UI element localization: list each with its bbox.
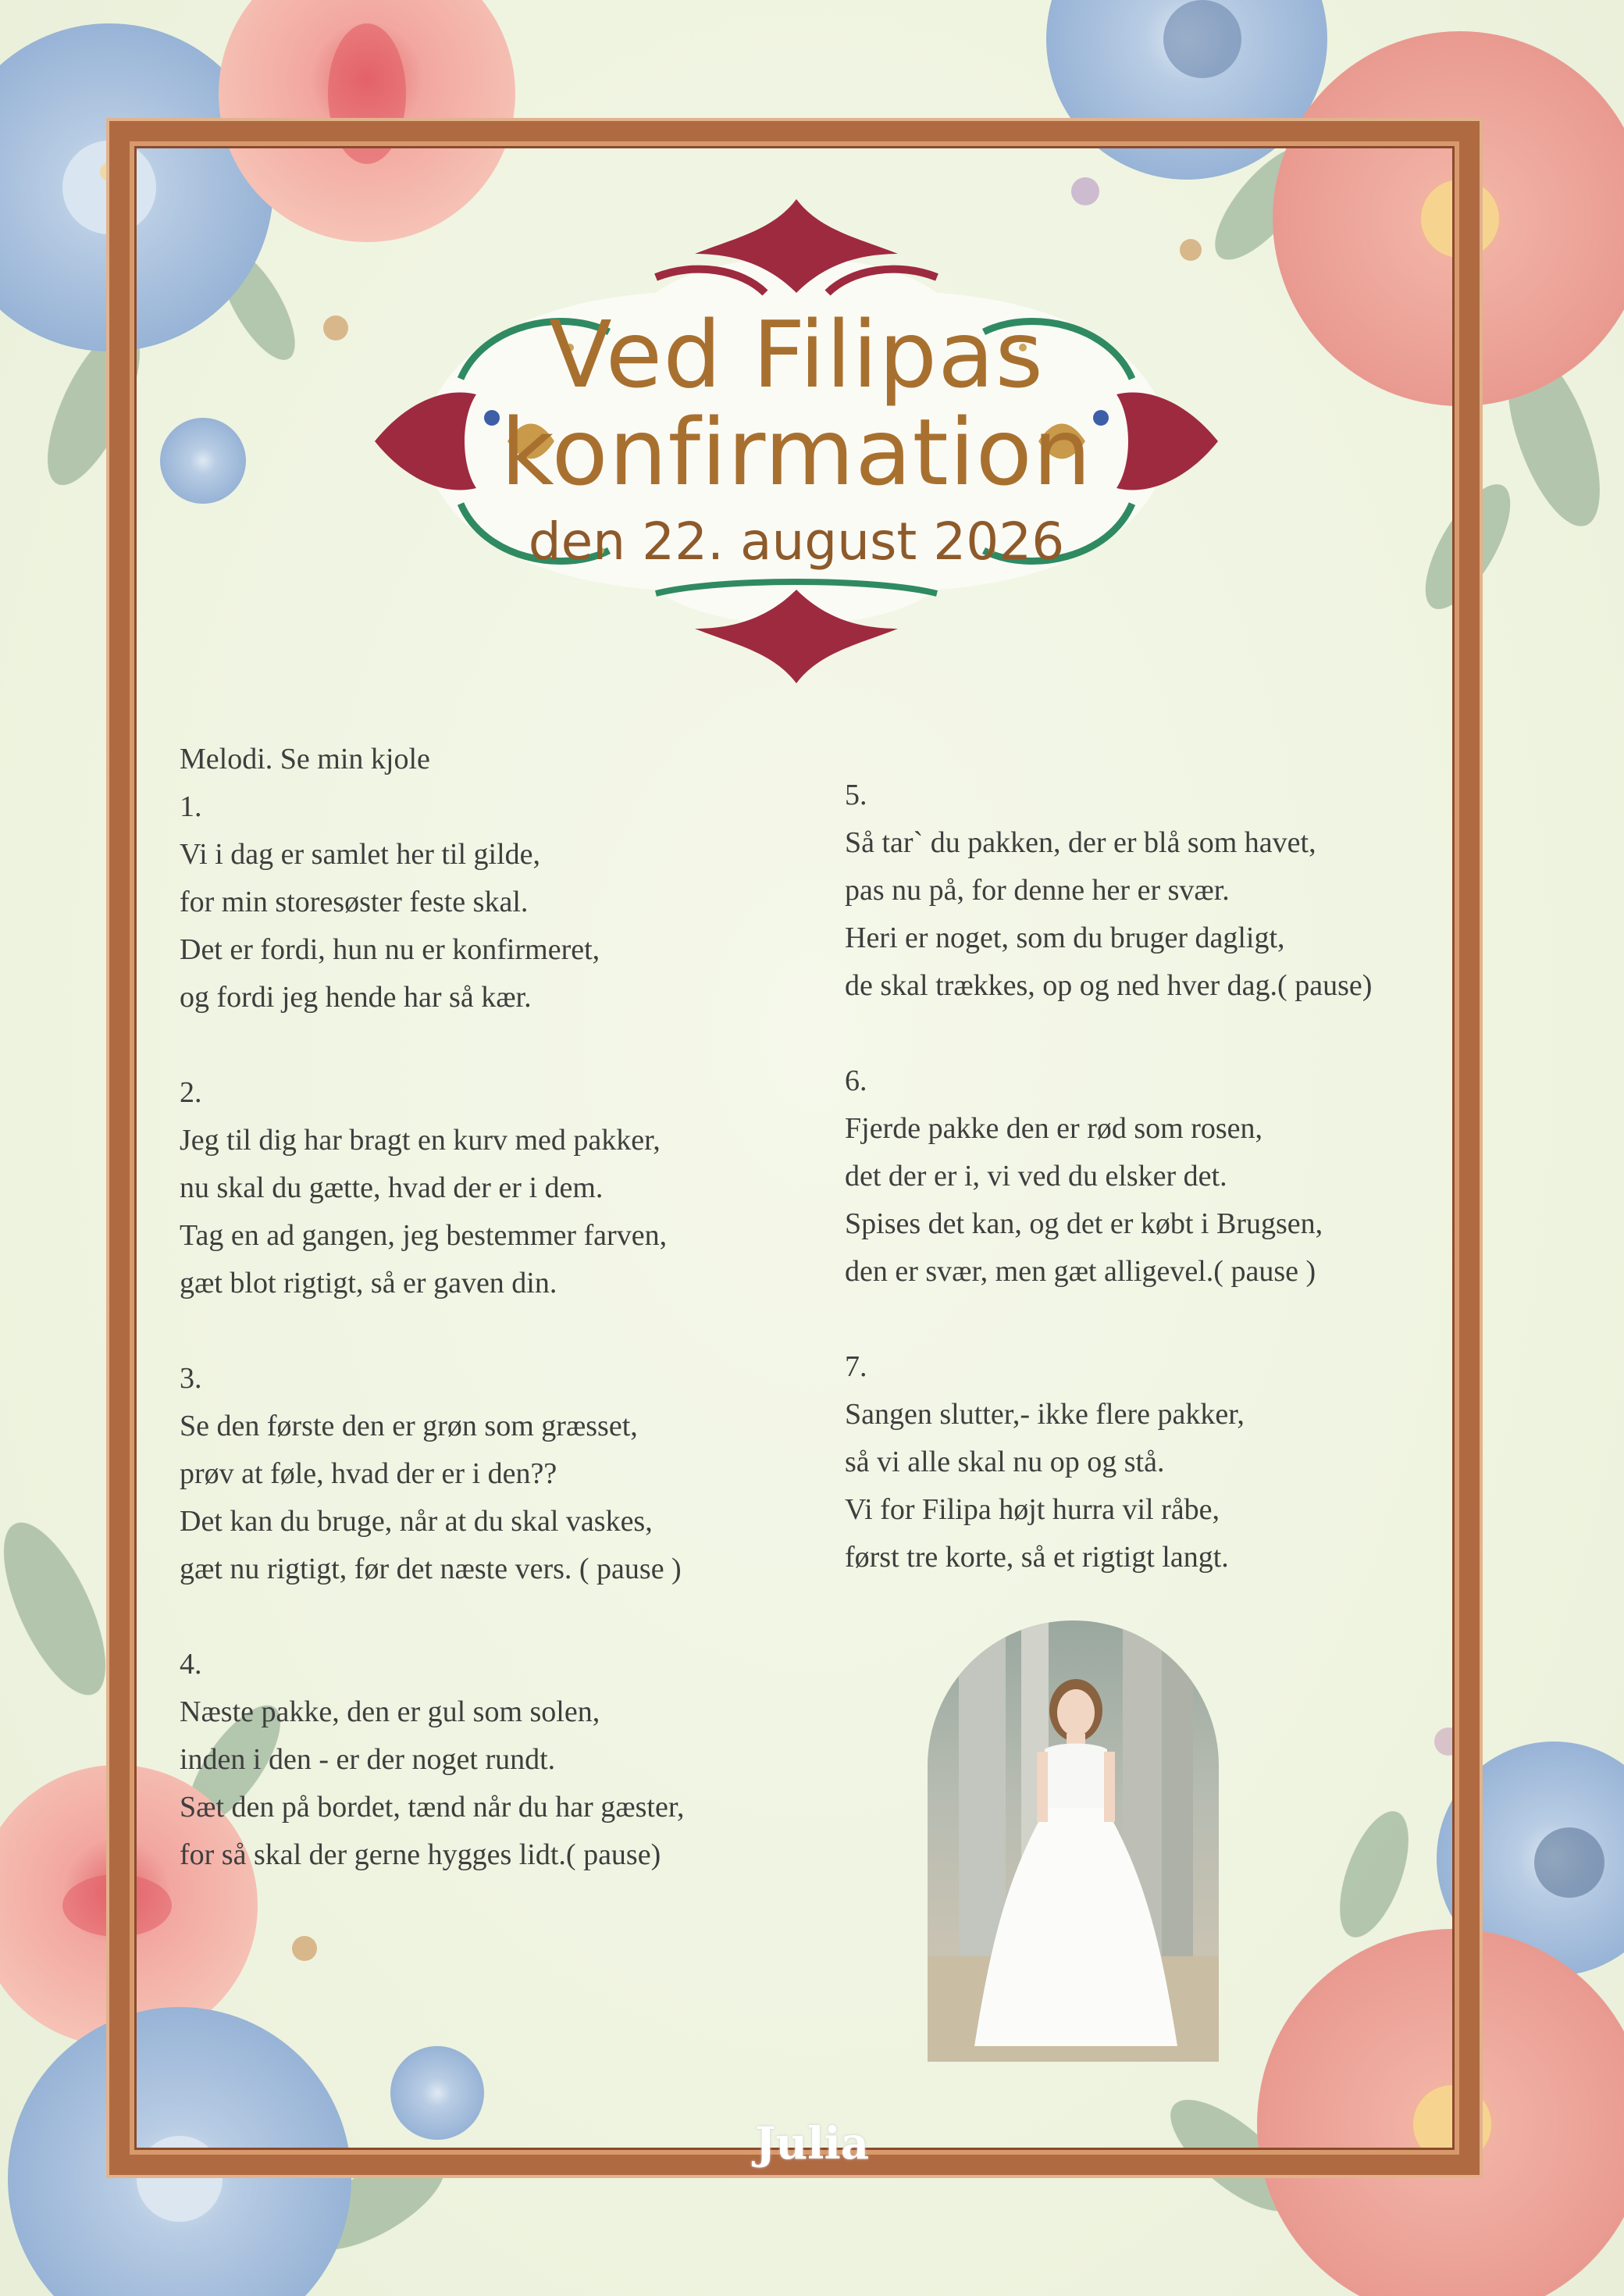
confirmand-photo <box>928 1620 1219 2062</box>
verse-line: Heri er noget, som du bruger dagligt, <box>845 922 1285 954</box>
verse-line: Jeg til dig har bragt en kurv med pakker, <box>180 1124 661 1157</box>
verse-number: 6. <box>845 1064 867 1097</box>
verse-line: gæt blot rigtigt, så er gaven din. <box>180 1267 557 1300</box>
verse-line: Det kan du bruge, når at du skal vaskes, <box>180 1505 653 1538</box>
verse-line: nu skal du gætte, hvad der er i dem. <box>180 1171 604 1204</box>
verse-line: Fjerde pakke den er rød som rosen, <box>845 1112 1263 1145</box>
verse-number: 3. <box>180 1362 202 1395</box>
verse-line: det der er i, vi ved du elsker det. <box>845 1160 1227 1193</box>
verse-line: gæt nu rigtigt, før det næste vers. ( pause ) <box>180 1553 682 1585</box>
verse-line: prøv at føle, hvad der er i den?? <box>180 1457 557 1490</box>
verse-line: Næste pakke, den er gul som solen, <box>180 1695 600 1728</box>
verse-line: Tag en ad gangen, jeg bestemmer farven, <box>180 1219 668 1252</box>
verse-number: 1. <box>180 790 202 823</box>
verse-line: for min storesøster feste skal. <box>180 886 529 918</box>
verse-line: for så skal der gerne hygges lidt.( pause) <box>180 1838 661 1871</box>
melody-line: Melodi. Se min kjole <box>180 743 430 775</box>
photo-illustration <box>928 1620 1219 2062</box>
verse-number: 5. <box>845 779 867 811</box>
verse-line: først tre korte, så et rigtigt langt. <box>845 1541 1229 1574</box>
verse-line: den er svær, men gæt alligevel.( pause ) <box>845 1255 1316 1288</box>
verse-line: de skal trækkes, op og ned hver dag.( pause) <box>845 969 1373 1002</box>
verse-line: Vi for Filipa højt hurra vil råbe, <box>845 1493 1220 1526</box>
verse-line: pas nu på, for denne her er svær. <box>845 874 1230 907</box>
verse-line: så vi alle skal nu op og stå. <box>845 1446 1165 1478</box>
event-date: den 22. august 2026 <box>528 512 1065 572</box>
title-badge <box>328 184 1265 691</box>
verse-line: Se den første den er grøn som græsset, <box>180 1410 638 1442</box>
verse-number: 7. <box>845 1350 867 1383</box>
signature: Julia <box>754 2118 870 2169</box>
verse-line: inden i den - er der noget rundt. <box>180 1743 556 1776</box>
song-right-column <box>845 772 1493 1581</box>
verse-number: 4. <box>180 1648 202 1681</box>
verse-line: Det er fordi, hun nu er konfirmeret, <box>180 933 600 966</box>
verse-line: og fordi jeg hende har så kær. <box>180 981 532 1014</box>
verse-line: Så tar` du pakken, der er blå som havet, <box>845 826 1316 859</box>
song-left-column <box>180 736 820 1879</box>
verse-line: Spises det kan, og det er købt i Brugsen, <box>845 1207 1323 1240</box>
verse-line: Vi i dag er samlet her til gilde, <box>180 838 541 871</box>
verse-line: Sæt den på bordet, tænd når du har gæster, <box>180 1791 685 1824</box>
verse-line: Sangen slutter,- ikke flere pakker, <box>845 1398 1245 1431</box>
title-line-2: konfirmation <box>500 398 1092 506</box>
title-line-1: Ved Filipas <box>549 301 1044 408</box>
verse-number: 2. <box>180 1076 202 1109</box>
